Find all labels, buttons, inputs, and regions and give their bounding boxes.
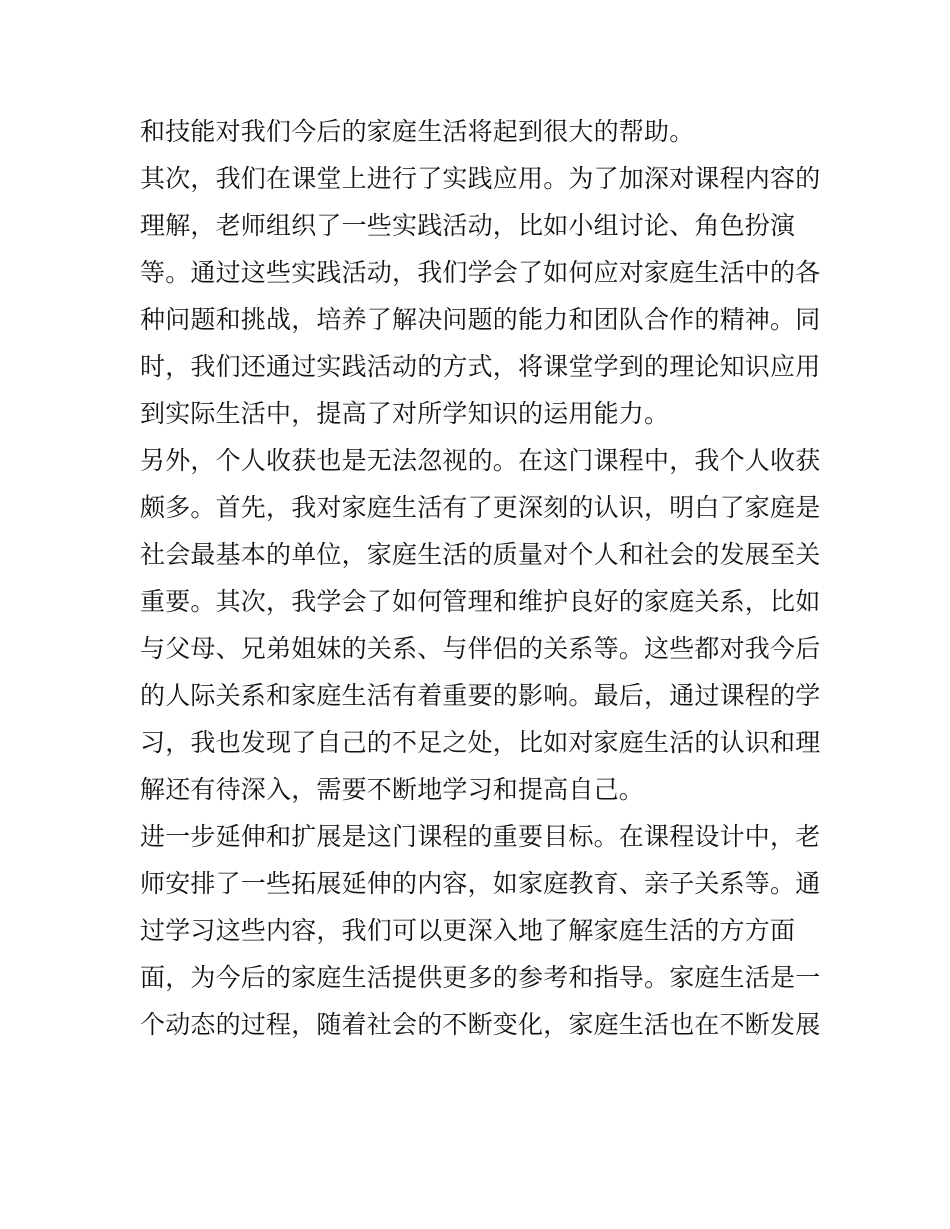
- text-line: 进一步延伸和扩展是这门课程的重要目标。在课程设计中，老: [140, 822, 820, 851]
- text-line: 等。通过这些实践活动，我们学会了如何应对家庭生活中的各: [140, 258, 820, 287]
- text-line: 颇多。首先，我对家庭生活有了更深刻的认识，明白了家庭是: [140, 493, 820, 522]
- text-line: 另外，个人收获也是无法忽视的。在这门课程中，我个人收获: [140, 446, 820, 475]
- text-line: 其次，我们在课堂上进行了实践应用。为了加深对课程内容的: [140, 164, 820, 193]
- text-line: 解还有待深入，需要不断地学习和提高自己。: [140, 775, 645, 804]
- text-line: 习，我也发现了自己的不足之处，比如对家庭生活的认识和理: [140, 728, 820, 757]
- text-line: 与父母、兄弟姐妹的关系、与伴侣的关系等。这些都对我今后: [140, 634, 820, 663]
- text-line: 和技能对我们今后的家庭生活将起到很大的帮助。: [140, 117, 695, 146]
- text-line: 社会最基本的单位，家庭生活的质量对个人和社会的发展至关: [140, 540, 820, 569]
- text-line: 重要。其次，我学会了如何管理和维护良好的家庭关系，比如: [140, 587, 820, 616]
- text-line: 个动态的过程，随着社会的不断变化，家庭生活也在不断发展: [140, 1010, 820, 1039]
- text-line: 时，我们还通过实践活动的方式，将课堂学到的理论知识应用: [140, 352, 820, 381]
- text-line: 师安排了一些拓展延伸的内容，如家庭教育、亲子关系等。通: [140, 869, 820, 898]
- text-line: 到实际生活中，提高了对所学知识的运用能力。: [140, 399, 670, 428]
- document-body: [140, 108, 820, 1048]
- text-line: 种问题和挑战，培养了解决问题的能力和团队合作的精神。同: [140, 305, 820, 334]
- text-line: 过学习这些内容，我们可以更深入地了解家庭生活的方方面: [140, 916, 796, 945]
- text-line: 理解，老师组织了一些实践活动，比如小组讨论、角色扮演: [140, 211, 796, 240]
- text-line: 面，为今后的家庭生活提供更多的参考和指导。家庭生活是一: [140, 963, 820, 992]
- text-line: 的人际关系和家庭生活有着重要的影响。最后，通过课程的学: [140, 681, 820, 710]
